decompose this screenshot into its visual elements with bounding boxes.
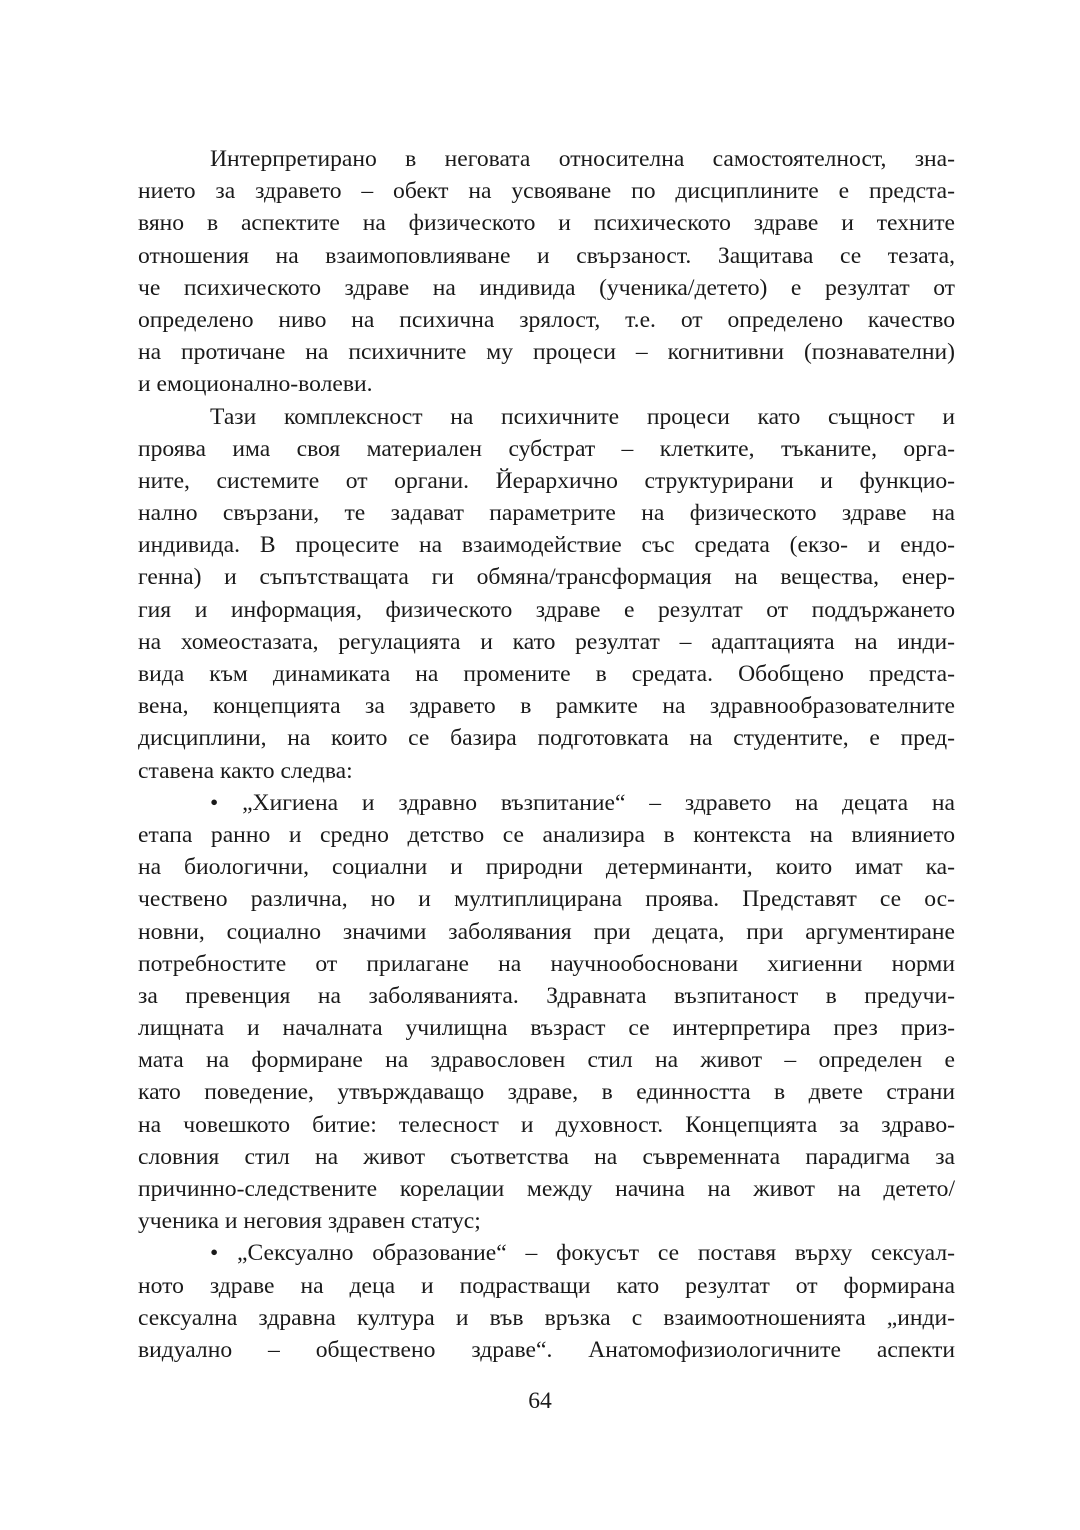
text-line: Интерпретирано в неговата относителна самостоятелност, зна- [210, 146, 955, 172]
text-line: новни, социално значими заболявания при децата, при аргументиране [138, 918, 955, 945]
text-line: като поведение, утвърждаващо здраве, в единността в двете страни [138, 1079, 955, 1106]
text-line: вяно в аспектите на физическото и психическото здраве и техните [138, 210, 955, 237]
text-line: дисциплини, на които се базира подготовката на студентите, е пред- [138, 725, 955, 752]
text-line: видуално – обществено здраве“. Анатомофизиологичните аспекти [138, 1336, 955, 1363]
text-line: отношения на взаимоповлияване и свързаност. Защитава се тезата, [138, 242, 955, 269]
text-line: ученика и неговия здравен статус; [138, 1208, 481, 1235]
text-line: ното здраве на деца и подрастващи като резултат от формирана [138, 1272, 955, 1299]
text-line: причинно-следствените корелации между начина на живот на детето/ [138, 1176, 955, 1202]
paragraph [138, 1237, 955, 1366]
text-line: и емоционално-волеви. [138, 371, 373, 398]
text-line: • „Хигиена и здравно възпитание“ – здравето на децата на [210, 789, 955, 816]
text-line: Тази комплексност на психичните процеси като същност и [210, 403, 955, 430]
text-line: лищната и началната училищна възраст се интерпретира през приз- [138, 1015, 955, 1042]
text-line: на човешкото битие: телесност и духовност. Концепцията за здраво- [138, 1111, 955, 1138]
text-line: генна) и съпътстващата ги обмяна/трансформация на вещества, енер- [138, 564, 955, 591]
text-line: на протичане на психичните му процеси – когнитивни (познавателни) [138, 339, 955, 366]
text-line: мата на формиране на здравословен стил на живот – определен е [138, 1047, 955, 1074]
text-line: индивида. В процесите на взаимодействие със средата (екзо- и ендо- [138, 532, 955, 559]
text-line: • „Сексуално образование“ – фокусът се поставя върху сексуал- [210, 1240, 955, 1267]
text-line: чествено различна, но и мултиплицирана проява. Представят се ос- [138, 886, 955, 913]
text-line: проява има своя материален субстрат – клетките, тъканите, орга- [138, 435, 955, 462]
paragraph [138, 787, 955, 1238]
text-line: гия и информация, физическото здраве е резултат от поддържането [138, 596, 955, 623]
text-line: сексуална здравна култура и във връзка с взаимоотношенията „инди- [138, 1304, 955, 1331]
paragraph [138, 143, 955, 401]
text-line: вида към динамиката на промените в средата. Обобщено предста- [138, 661, 955, 687]
text-line: ните, системите от органи. Йерархично структурирани и функцио- [138, 467, 955, 494]
text-line: словния стил на живот съответства на съвременната парадигма за [138, 1143, 955, 1170]
text-line: вена, концепцията за здравето в рамките на здравнообразователните [138, 693, 955, 720]
text-line: нално свързани, те задават параметрите на физическото здраве на [138, 500, 955, 527]
body-text [138, 143, 955, 1366]
text-line: определено ниво на психична зрялост, т.е. от определено качество [138, 306, 955, 333]
text-line: за превенция на заболяванията. Здравната възпитаност в предучи- [138, 982, 955, 1009]
text-line: на хомеостазата, регулацията и като резултат – адаптацията на инди- [138, 628, 955, 655]
text-line: етапа ранно и средно детство се анализира в контекста на влиянието [138, 821, 955, 848]
page-number: 64 [528, 1388, 552, 1414]
text-line: ставена както следва: [138, 757, 353, 784]
paragraph [138, 401, 955, 787]
text-line: на биологични, социални и природни детерминанти, които имат ка- [138, 854, 955, 881]
text-line: нието за здравето – обект на усвояване по дисциплините е предста- [138, 178, 955, 205]
text-line: потребностите от прилагане на научнообосновани хигиенни норми [138, 950, 955, 977]
text-line: че психическото здраве на индивида (ученика/детето) е резултат от [138, 274, 955, 301]
